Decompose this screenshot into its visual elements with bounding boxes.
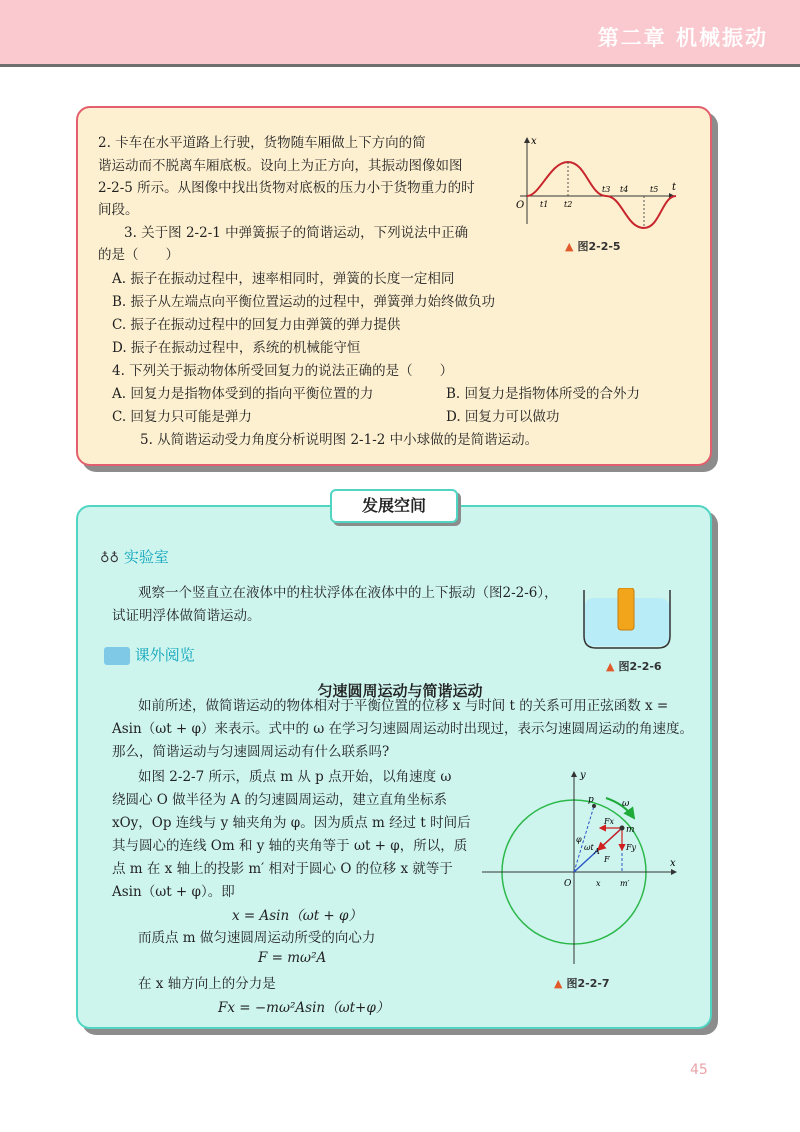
label-m-prime: m′ bbox=[620, 879, 630, 888]
body-line-2: 绕圆心 O 做半径为 A 的匀速圆周运动，建立直角坐标系 bbox=[112, 792, 447, 808]
formula-fx: Fx = −mω²Asin（ωt+φ） bbox=[218, 1000, 390, 1016]
label-f: F bbox=[604, 855, 610, 864]
formula-force: F = mω²A bbox=[258, 950, 327, 966]
development-tab: 发展空间 bbox=[330, 489, 458, 523]
body-line-4: 其与圆心的连线 Om 和 y 轴的夹角等于 ωt + φ，所以，质 bbox=[112, 838, 468, 854]
lab-heading: ♁♁ 实验室 bbox=[100, 548, 169, 566]
label-x-disp: x bbox=[596, 879, 601, 888]
label-o: O bbox=[516, 200, 525, 211]
figure-2-2-5-caption: ▲ 图2-2-5 bbox=[565, 240, 621, 253]
intro-line-1: 如前所述，做简谐运动的物体相对于平衡位置的位移 x 与时间 t 的关系可用正弦函数 x = bbox=[138, 698, 669, 714]
formula-displacement: x = Asin（ωt + φ） bbox=[232, 908, 362, 924]
component-line: 在 x 轴方向上的分力是 bbox=[138, 976, 276, 992]
q3-option-c: C. 振子在振动过程中的回复力由弹簧的弹力提供 bbox=[112, 317, 401, 333]
q2-line-2: 谐运动而不脱离车厢底板。设向上为正方向，其振动图像如图 bbox=[98, 158, 463, 174]
label-t: t bbox=[672, 182, 677, 193]
article-title: 匀速圆周运动与简谐运动 bbox=[317, 682, 483, 700]
q2-line-3: 2-2-5 所示。从图像中找出货物对底板的压力小于货物重力的时 bbox=[98, 180, 475, 196]
figure-2-2-7 bbox=[476, 764, 686, 970]
triangle-icon: ▲ bbox=[565, 240, 574, 253]
flask-icon: ♁♁ bbox=[100, 551, 120, 566]
intro-line-3: 那么，简谐运动与匀速圆周运动有什么联系吗? bbox=[112, 744, 390, 760]
q3-option-a: A. 振子在振动过程中，速率相同时，弹簧的长度一定相同 bbox=[112, 271, 455, 287]
body-line-1: 如图 2-2-7 所示，质点 m 从 p 点开始，以角速度 ω bbox=[138, 769, 452, 785]
label-t3: t3 bbox=[602, 185, 611, 194]
label-x-axis: x bbox=[670, 858, 676, 869]
lab-line-2: 试证明浮体做简谐运动。 bbox=[112, 608, 261, 624]
q2-line-1: 2. 卡车在水平道路上行驶，货物随车厢做上下方向的简 bbox=[98, 135, 426, 151]
figure-2-2-6 bbox=[580, 588, 676, 652]
lab-line-1: 观察一个竖直立在液体中的柱状浮体在液体中的上下振动（图2-2-6）， bbox=[138, 585, 558, 601]
float-cylinder bbox=[618, 588, 634, 630]
figure-2-2-6-caption: ▲ 图2-2-6 bbox=[606, 660, 662, 673]
label-t5: t5 bbox=[650, 185, 659, 194]
label-fx: Fx bbox=[604, 817, 615, 826]
q2-line-4: 间段。 bbox=[98, 202, 139, 218]
q4-option-a: A. 回复力是指物体受到的指向平衡位置的力 bbox=[112, 386, 374, 402]
q4-stem: 4. 下列关于振动物体所受回复力的说法正确的是（ ） bbox=[112, 363, 454, 379]
body-line-3: xOy，Op 连线与 y 轴夹角为 φ。因为质点 m 经过 t 时间后 bbox=[112, 815, 471, 831]
triangle-icon: ▲ bbox=[606, 660, 615, 673]
label-p: p bbox=[588, 795, 594, 805]
q3-option-b: B. 振子从左端点向平衡位置运动的过程中，弹簧弹力始终做负功 bbox=[112, 294, 496, 310]
rotation-arrow bbox=[606, 798, 634, 818]
q3-line-1: 3. 关于图 2-2-1 中弹簧振子的简谐运动，下列说法中正确 bbox=[124, 225, 469, 241]
label-fy: Fy bbox=[626, 843, 637, 852]
label-t2: t2 bbox=[564, 200, 573, 209]
force-f bbox=[598, 828, 622, 850]
reading-heading: 课外阅览 bbox=[104, 644, 195, 665]
q3-option-d: D. 振子在振动过程中，系统的机械能守恒 bbox=[112, 340, 361, 356]
q5: 5. 从简谐运动受力角度分析说明图 2-1-2 中小球做的是简谐运动。 bbox=[140, 432, 539, 448]
body-line-6: Asin（ωt + φ）。即 bbox=[112, 884, 235, 900]
intro-line-2: Asin（ωt + φ）来表示。式中的 ω 在学习匀速圆周运动时出现过，表示匀速圆周运动的角速度。 bbox=[112, 721, 694, 737]
figure-2-2-7-caption: ▲ 图2-2-7 bbox=[554, 977, 610, 990]
q4-option-c: C. 回复力只可能是弹力 bbox=[112, 409, 252, 425]
label-a: A bbox=[594, 847, 600, 856]
label-o: O bbox=[564, 879, 572, 889]
q3-line-2: 的是（ ） bbox=[98, 247, 179, 263]
label-phi: φ bbox=[576, 835, 582, 844]
figure-2-2-5 bbox=[512, 128, 692, 238]
page-number: 45 bbox=[690, 1062, 708, 1078]
triangle-icon: ▲ bbox=[554, 977, 563, 990]
book-icon bbox=[104, 647, 130, 665]
centripetal-line: 而质点 m 做匀速圆周运动所受的向心力 bbox=[138, 930, 376, 946]
label-t1: t1 bbox=[540, 200, 549, 209]
q4-option-d: D. 回复力可以做功 bbox=[446, 409, 560, 425]
label-m: m bbox=[626, 825, 635, 835]
body-line-5: 点 m 在 x 轴上的投影 m′ 相对于圆心 O 的位移 x 就等于 bbox=[112, 861, 453, 877]
sine-curve bbox=[527, 162, 676, 228]
label-omega-t: ωt bbox=[584, 843, 594, 852]
label-t4: t4 bbox=[620, 185, 629, 194]
point-m bbox=[620, 826, 625, 831]
chapter-title: 第二章 机械振动 bbox=[597, 26, 768, 50]
label-y: y bbox=[580, 770, 586, 781]
label-x: x bbox=[531, 136, 537, 147]
q4-option-b: B. 回复力是指物体所受的合外力 bbox=[446, 386, 641, 402]
label-omega: ω bbox=[622, 799, 630, 809]
